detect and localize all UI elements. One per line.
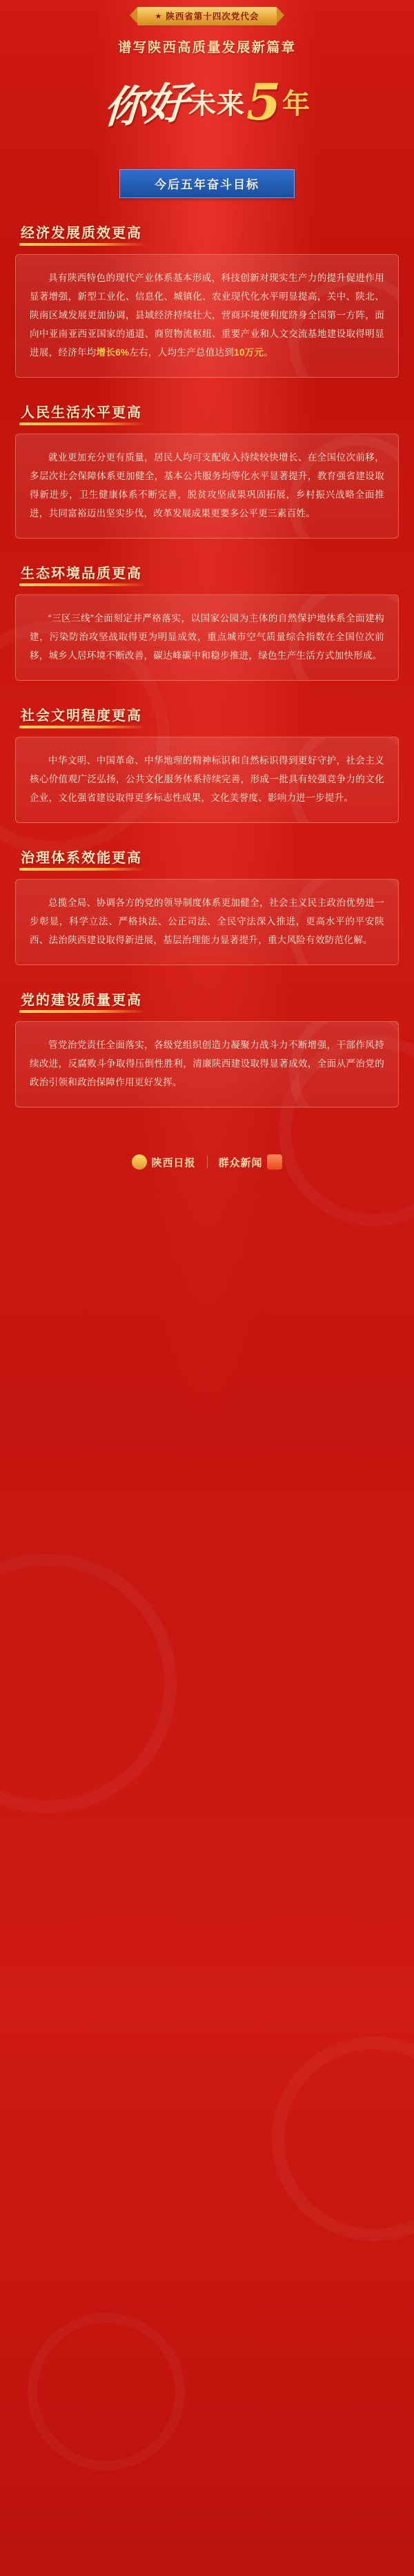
section-title-wrap xyxy=(18,704,399,728)
section-body xyxy=(30,448,384,523)
section-title: 治理体系效能更高 xyxy=(18,846,145,871)
body-prefix: 总揽全局、协调各方的党的领导制度体系更加健全，社会主义民主政治优势进一步彰显，科学立法、严格执法、公正司法、全民守法深入推进，更高水平的平安陕西、法治陕西建设取得新进展，基层治理能力显著提升，重大风险有效防范化解。 xyxy=(30,898,384,945)
section-card xyxy=(15,434,399,539)
section-title-wrap xyxy=(18,989,399,1013)
body-prefix: “三区三线”全面刻定并严格落实，以国家公园为主体的自然保护地体系全面建构建，污染防治攻坚战取得更为明显成效，重点城市空气质量综合指数在全国位次前移，城乡人居环境不断改善，碳达峰碳中和稳步推进，绿色生产生活方式加快形成。 xyxy=(30,613,384,661)
poster-subtitle: 谱写陕西高质量发展新篇章 xyxy=(117,40,296,55)
top-ribbon xyxy=(0,0,414,26)
section-title: 生态环境品质更高 xyxy=(18,562,145,586)
section-title: 人民生活水平更高 xyxy=(18,401,145,425)
app-square-icon xyxy=(267,1154,282,1170)
section-card xyxy=(15,1021,399,1107)
decorative-circle xyxy=(0,1553,177,1813)
body-prefix: 管党治党责任全面落实，各级党组织创造力凝聚力战斗力不断增强，干部作风持续改进，反腐败斗争取得压倒性胜利，清廉陕西建设取得显著成效，全面从严治党的政治引领和政治保障作用更好发挥。 xyxy=(30,1040,384,1087)
footer-logo-label: 陕西日报 xyxy=(151,1156,196,1169)
section-body xyxy=(30,609,384,665)
ribbon-banner xyxy=(137,7,277,26)
decorative-circle xyxy=(272,2037,414,2241)
section-ecology xyxy=(15,562,399,681)
section-card xyxy=(15,254,399,378)
body-suffix: 。 xyxy=(264,347,274,358)
body-prefix: 中华文明、中国革命、中华地理的精神标识和自然标识得到更好守护，社会主义核心价值观广泛弘扬，公共文化服务体系持续完善，形成一批具有较强竞争力的文化企业，文化强省建设取得更多标志性成果，文化美誉度、影响力进一步提升。 xyxy=(30,755,384,803)
section-title: 经济发展质效更高 xyxy=(18,222,145,246)
decorative-circle xyxy=(28,2313,185,2470)
section-card xyxy=(15,594,399,681)
footer-logos xyxy=(132,1154,282,1170)
footer-divider xyxy=(207,1156,208,1168)
section-card xyxy=(15,879,399,965)
hero-plain-text: 未来 xyxy=(188,88,245,120)
ribbon-label: 陕西省第十四次党代会 xyxy=(166,12,259,21)
section-body xyxy=(30,1036,384,1092)
section-title-wrap xyxy=(18,401,399,425)
footer-logo-label: 群众新闻 xyxy=(218,1156,263,1169)
hero-number: 5 xyxy=(246,72,282,131)
section-title-wrap xyxy=(18,846,399,871)
sun-mark-icon xyxy=(132,1154,147,1170)
section-body xyxy=(30,893,384,949)
body-prefix: 具有陕西特色的现代产业体系基本形成，科技创新对现实生产力的提升促进作用显著增强，新型工业化、信息化、城镇化、农业现代化水平明显提高，关中、陕北、陕南区域发展更加协调，县域经济持续壮大，营商环境便利度跻身全国第一方阵，面向中亚南亚西亚国家的通道、商贸物流枢纽、重要产业和人文交流基地建设取得明显进展，经济年均 xyxy=(30,273,384,358)
hero-brush-text: 你好 xyxy=(101,77,189,134)
hero-year-unit: 年 xyxy=(282,88,310,120)
section-body xyxy=(30,269,384,362)
section-title: 党的建设质量更高 xyxy=(18,989,145,1013)
star-icon: ★ xyxy=(155,12,163,21)
section-economy xyxy=(15,222,399,378)
section-living-standard xyxy=(15,401,399,539)
footer-logo-qunzhong-news[interactable] xyxy=(219,1154,282,1170)
body-highlight-2: 10万元 xyxy=(234,347,264,358)
section-title: 社会文明程度更高 xyxy=(18,704,145,728)
body-highlight-1: 增长6% xyxy=(96,347,130,358)
section-title-wrap xyxy=(18,222,399,246)
goal-banner: 今后五年奋斗目标 xyxy=(119,169,295,198)
section-civilization xyxy=(15,704,399,823)
footer xyxy=(0,1139,414,1191)
section-governance xyxy=(15,846,399,965)
hero-calligraphy xyxy=(101,71,310,134)
section-party-building xyxy=(15,989,399,1107)
section-body xyxy=(30,751,384,807)
section-title-wrap xyxy=(18,562,399,586)
hero-title xyxy=(0,61,414,165)
body-prefix: 就业更加充分更有质量，居民人均可支配收入持续较快增长、在全国位次前移，多层次社会保障体系更加健全，基本公共服务均等化水平显著提升，教育强省建设取得新进步，卫生健康体系不断完善，脱贫攻坚成果巩固拓展，乡村振兴战略全面推进，共同富裕迈出坚实步伐，改革发展成果更要多公平更三素百姓。 xyxy=(30,452,384,519)
body-mid: 左右，人均生产总值达到 xyxy=(129,347,235,358)
section-card xyxy=(15,737,399,823)
footer-logo-shaanxi-daily[interactable] xyxy=(132,1154,195,1170)
